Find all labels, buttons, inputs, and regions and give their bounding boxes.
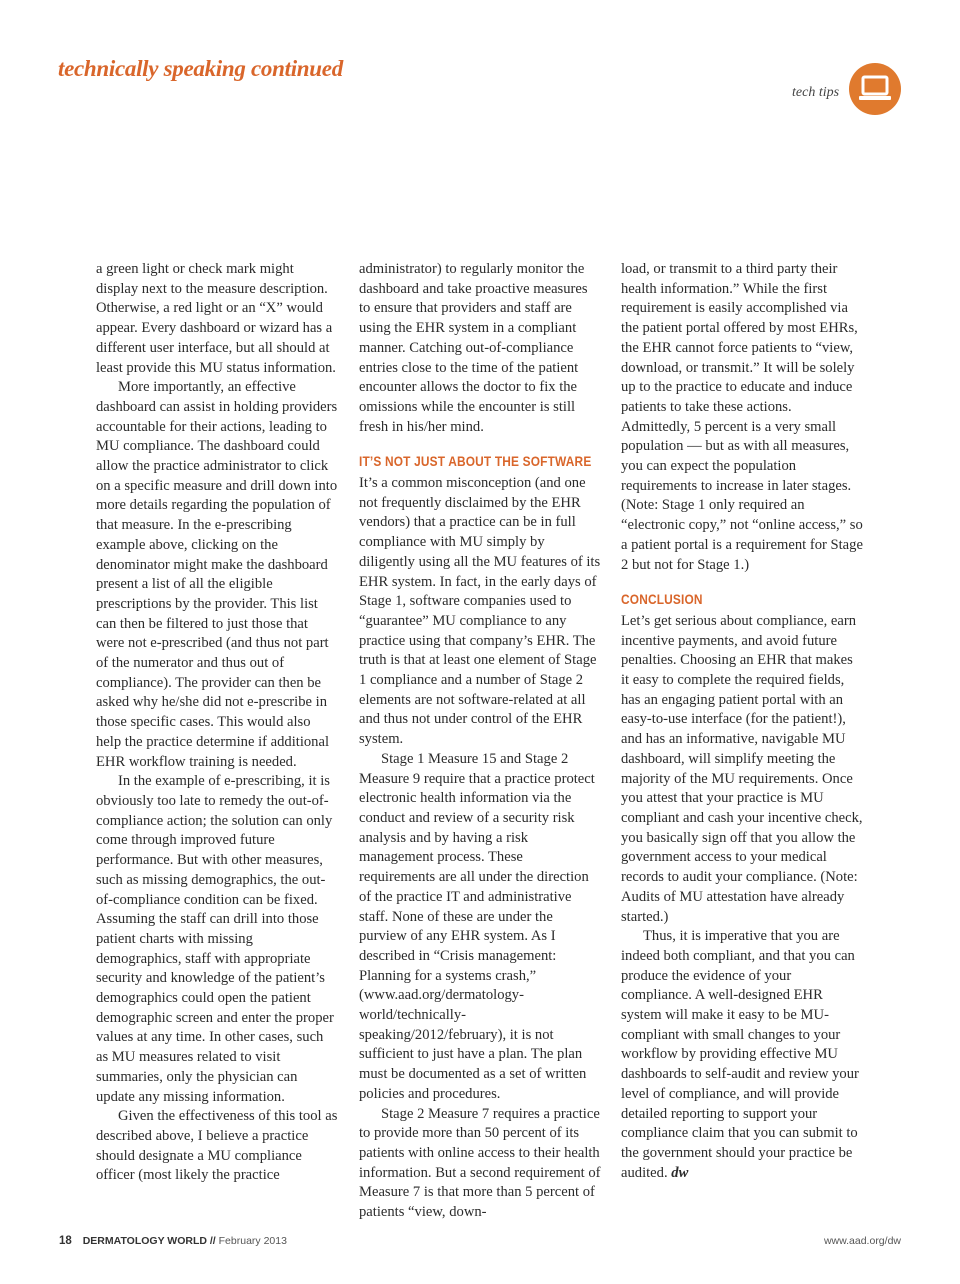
article-column-1 [96, 260, 338, 1186]
laptop-icon [849, 63, 901, 115]
paragraph: administrator) to regularly monitor the dashboard and take proactive measures to ensure that providers and staff are using the EHR system in a compliant manner. Catching out-of-compliance entries close to the time of the patient encounter allows the doctor to fix the omissions while the encounter is still fresh in his/her mind. [359, 261, 588, 435]
footer-left [59, 1235, 287, 1247]
magazine-name: DERMATOLOGY WORLD // [82, 1235, 216, 1247]
paragraph-text: Thus, it is imperative that you are indeed both compliant, and that you can produce the evidence of your compliance. A well-designed EHR system will make it easy to be MU-compliant with small changes to your workflow by providing effective MU dashboards to self-audit and review your level of compliance, and will provide detailed reporting to support your compliance claim that you can submit to the government should your practice be audited. [621, 928, 859, 1181]
signature: dw [671, 1164, 689, 1181]
paragraph: In the example of e-prescribing, it is obviously too late to remedy the out-of-compliance action; the solution can only come through improved future performance. But with other measures, such as missing demographics, the out-of-compliance condition can be fixed. Assuming the staff can drill into those patient charts with missing demographics, staff with appropriate security and knowledge of the patient’s demographics could open the patient demographic screen and enter the proper values at any time. In other cases, such as MU measures related to visit summaries, only the physician can update any missing information. [96, 773, 334, 1105]
paragraph: More importantly, an effective dashboard can assist in holding providers accountable for their actions, leading to MU compliance. The dashboard could allow the practice administrator to click on a specific measure and drill down into more details regarding the population of that measure. In the e-prescribing example above, clicking on the denominator might make the dashboard present a list of all the eligible prescriptions by the provider. This list can then be filtered to just those that were not e-prescribed (and thus not part of the numerator and thus out of compliance). The provider can then be asked why he/she did not e-prescribe in those specific cases. This would also help the practice determine if additional EHR workflow training is needed. [96, 379, 338, 770]
paragraph: Given the effectiveness of this tool as described above, I believe a practice should designate a MU compliance officer (most likely the practice [96, 1108, 338, 1184]
paragraph: Stage 1 Measure 15 and Stage 2 Measure 9 require that a practice protect electronic health information via the conduct and review of a security risk analysis and by having a risk management process. These requirements are all under the direction of the practice IT and administrative staff. None of these are under the purview of any EHR system. As I described in “Crisis management: Planning for a systems crash,” (www.aad.org/dermatology-world/technically-speaking/2012/february), it is not sufficient to just have a plan. The plan must be documented as a set of written policies and procedures. [359, 750, 595, 1102]
paragraph [621, 927, 863, 1183]
paragraph: Let’s get serious about compliance, earn incentive payments, and avoid future penalties. Choosing an EHR that makes it easy to complete the required fields, has an engaging patient portal with an easy-to-use interface (for the patient!), and has an informative, navigable MU dashboard, will simplify meeting the majority of the MU requirements. Once you attest that your practice is MU compliant and cash your incentive check, you basically sign off that you allow the government access to your medical records to audit your compliance. (Note: Audits of MU attestation have already started.) [621, 612, 863, 925]
section-heading: IT’S NOT JUST ABOUT THE SOFTWARE [359, 453, 592, 470]
tech-tips-badge [849, 63, 901, 115]
footer-url[interactable]: www.aad.org/dw [823, 1235, 901, 1247]
section-heading: CONCLUSION [621, 591, 703, 608]
article-column-2 [359, 260, 601, 1223]
issue-date: February 2013 [218, 1235, 287, 1247]
paragraph: a green light or check mark might display next to the measure description. Otherwise, a red light or an “X” would appear. Every dashboard or wizard has a different user interface, but all should at least provide this MU status information. [96, 261, 336, 376]
section-tag: tech tips [792, 85, 840, 100]
paragraph: load, or transmit to a third party their health information.” While the first requirement is easily accomplished via the patient portal offered by most EHRs, the EHR cannot force patients to “view, download, or transmit.” It will be solely up to the practice to educate and induce patients to take these actions. Admittedly, 5 percent is a very small population — but as with all measures, you can expect the population requirements to increase in later stages. (Note: Stage 1 only required an “electronic copy,” not “online access,” so a patient portal is a requirement for Stage 2 but not for Stage 1.) [621, 261, 863, 573]
article-column-3 [621, 260, 863, 1183]
paragraph: Stage 2 Measure 7 requires a practice to provide more than 50 percent of its patients with online access to their health information. But a second requirement of Measure 7 is that more than 5 percent of patients “view, down- [359, 1105, 601, 1221]
paragraph: It’s a common misconception (and one not frequently disclaimed by the EHR vendors) that a practice can be in full compliance with MU simply by diligently using all the MU features of its EHR system. In fact, in the early days of Stage 1, software companies used to “guarantee” MU compliance to any practice using that company’s EHR. The truth is that at least one element of Stage 1 compliance and a number of Stage 2 elements are not software-related at all and thus not under control of the EHR system. [359, 475, 601, 748]
page-number: 18 [59, 1235, 72, 1247]
section-title: technically speaking continued [58, 56, 343, 81]
